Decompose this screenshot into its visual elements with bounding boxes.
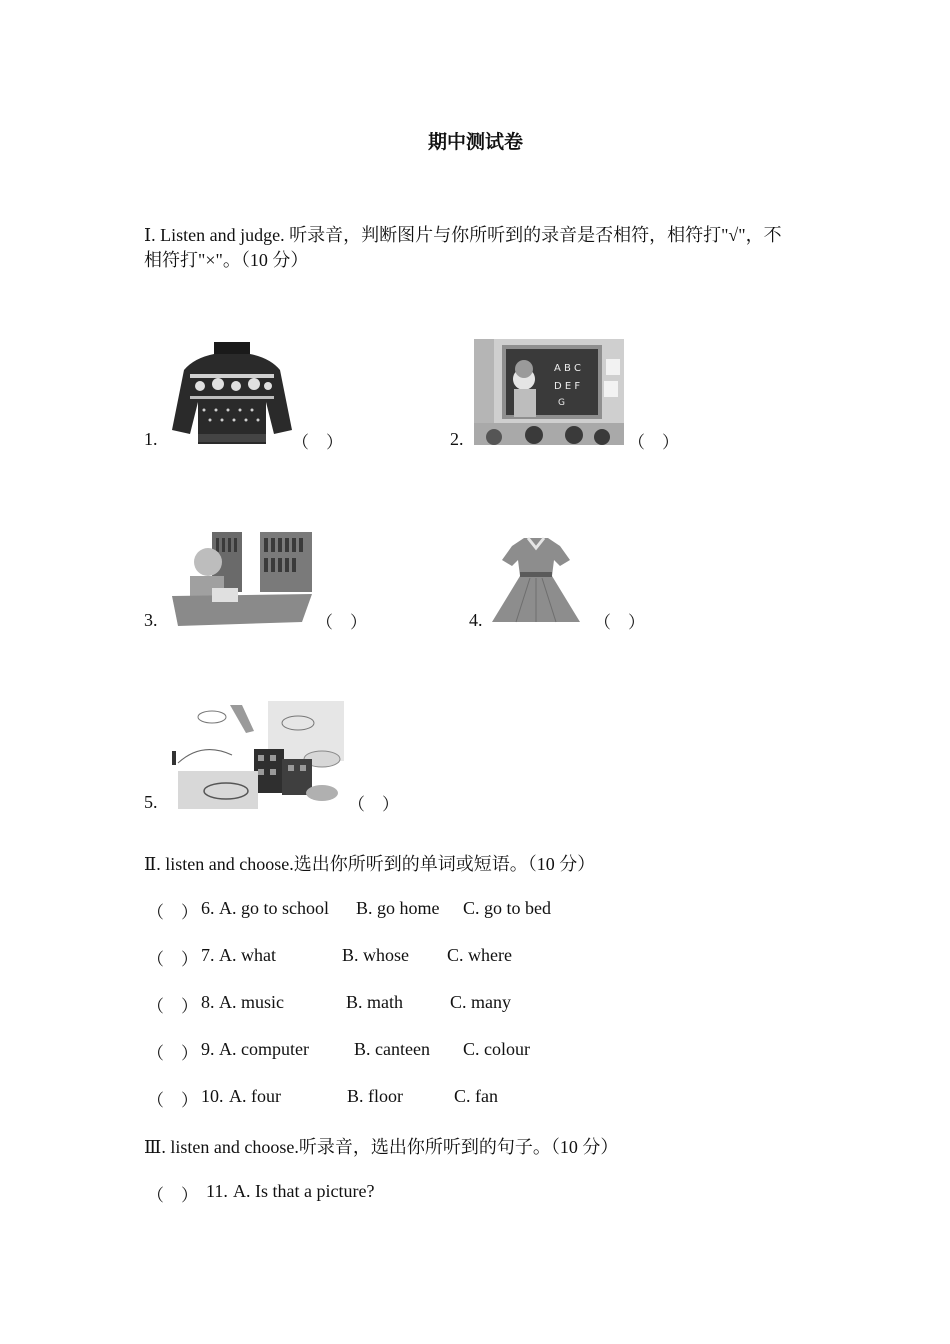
svg-text:G: G bbox=[558, 398, 565, 408]
option-a[interactable]: A. music bbox=[219, 992, 284, 1012]
item-number: 2. bbox=[450, 429, 464, 449]
question-number: 11. bbox=[206, 1181, 228, 1201]
option-a[interactable]: A. Is that a picture? bbox=[233, 1181, 375, 1201]
item-number: 5. bbox=[144, 792, 158, 812]
option-b[interactable]: B. canteen bbox=[354, 1039, 430, 1059]
option-c[interactable]: C. where bbox=[447, 945, 512, 965]
school-park-picture bbox=[172, 701, 344, 809]
item-number: 3. bbox=[144, 610, 158, 630]
svg-text:D E F: D E F bbox=[554, 381, 581, 392]
sweater-picture bbox=[170, 340, 294, 444]
section1-heading-line2: 相符打"×"。（10 分） bbox=[144, 250, 309, 270]
section1-heading-line1: Ⅰ. Listen and judge. 听录音，判断图片与你所听到的录音是否相符，相符打"√"，不 bbox=[144, 225, 782, 245]
dress-picture bbox=[490, 536, 582, 626]
question-number: 9. bbox=[201, 1039, 215, 1059]
option-a[interactable]: A. computer bbox=[219, 1039, 309, 1059]
item-number: 1. bbox=[144, 429, 158, 449]
section2-heading: Ⅱ. listen and choose.选出你所听到的单词或短语。（10 分） bbox=[144, 854, 596, 874]
answer-parentheses[interactable]: （ ） bbox=[147, 1186, 198, 1205]
section3-heading: Ⅲ. listen and choose.听录音，选出你所听到的句子。（10 分） bbox=[144, 1137, 619, 1157]
question-number: 10. bbox=[201, 1086, 224, 1106]
option-b[interactable]: B. go home bbox=[356, 898, 440, 918]
answer-parentheses[interactable]: （ ） bbox=[628, 433, 679, 452]
answer-parentheses[interactable]: （ ） bbox=[292, 433, 343, 452]
option-a[interactable]: A. go to school bbox=[219, 898, 329, 918]
svg-text:A B C: A B C bbox=[554, 363, 582, 374]
answer-parentheses[interactable]: （ ） bbox=[147, 903, 198, 922]
answer-parentheses[interactable]: （ ） bbox=[594, 613, 645, 632]
answer-parentheses[interactable]: （ ） bbox=[147, 950, 198, 969]
question-number: 8. bbox=[201, 992, 215, 1012]
answer-parentheses[interactable]: （ ） bbox=[147, 1091, 198, 1110]
option-a[interactable]: A. four bbox=[229, 1086, 281, 1106]
option-c[interactable]: C. many bbox=[450, 992, 511, 1012]
option-b[interactable]: B. whose bbox=[342, 945, 409, 965]
option-c[interactable]: C. go to bed bbox=[463, 898, 551, 918]
answer-parentheses[interactable]: （ ） bbox=[147, 997, 198, 1016]
option-c[interactable]: C. colour bbox=[463, 1039, 530, 1059]
option-b[interactable]: B. math bbox=[346, 992, 403, 1012]
answer-parentheses[interactable]: （ ） bbox=[348, 795, 399, 814]
option-c[interactable]: C. fan bbox=[454, 1086, 498, 1106]
page-title: 期中测试卷 bbox=[428, 132, 524, 153]
answer-parentheses[interactable]: （ ） bbox=[316, 613, 367, 632]
question-number: 7. bbox=[201, 945, 215, 965]
answer-parentheses[interactable]: （ ） bbox=[147, 1044, 198, 1063]
option-b[interactable]: B. floor bbox=[347, 1086, 403, 1106]
item-number: 4. bbox=[469, 610, 483, 630]
option-a[interactable]: A. what bbox=[219, 945, 276, 965]
teacher-blackboard-picture bbox=[474, 339, 624, 445]
library-reader-picture bbox=[172, 532, 312, 626]
question-number: 6. bbox=[201, 898, 215, 918]
